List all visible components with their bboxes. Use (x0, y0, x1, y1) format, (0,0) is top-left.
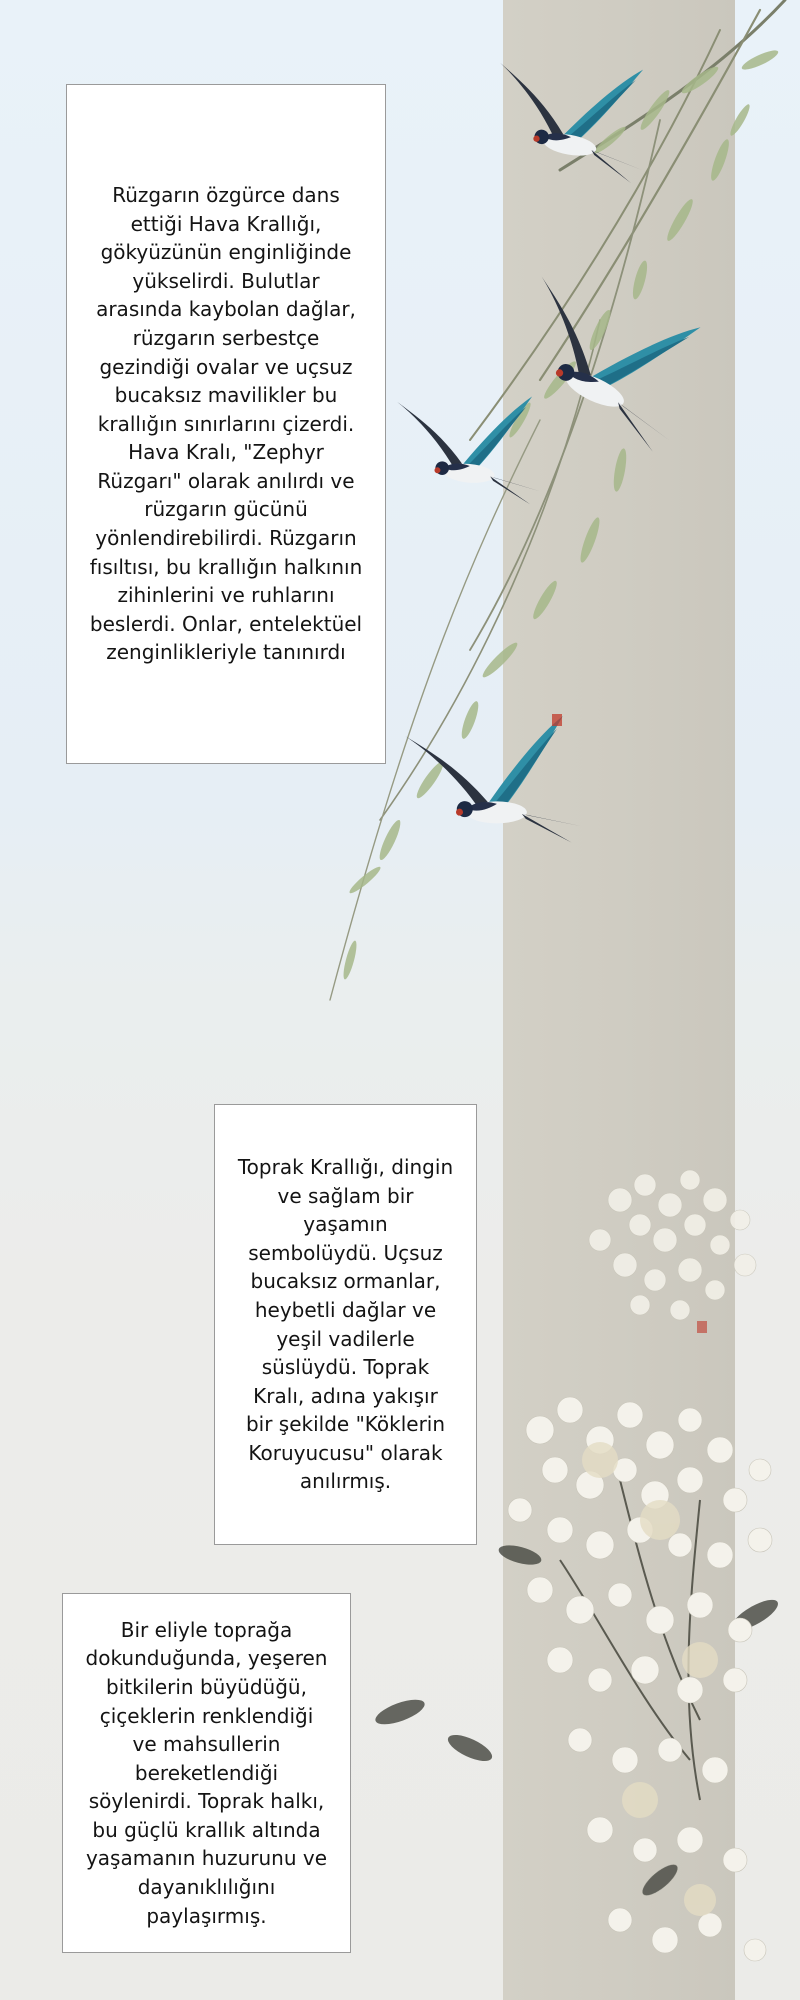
story-card-air-kingdom (66, 84, 386, 764)
story-paragraph: Bir eliyle toprağa dokunduğunda, yeşeren bitkilerin büyüdüğü, çiçeklerin renklendiği ve mahsullerin bereketlendiği söylenirdi. Toprak halkı, bu güçlü krallık altında yaşamanın huzurunu ve dayanıklılığını paylaşırmış. (85, 1617, 328, 1928)
hydrangea-flowers-upper (589, 1170, 756, 1320)
swallow-bird-2 (527, 277, 703, 455)
story-card-earth-kingdom (214, 1104, 477, 1545)
swallow-bird-4 (405, 683, 604, 884)
willow-leaves (341, 47, 780, 980)
story-card-earth-king-power (62, 1593, 351, 1953)
hydrangea-leaves (372, 1542, 782, 1901)
story-paragraph: Toprak Krallığı, dingin ve sağlam bir yaşamın sembolüydü. Uçsuz bucaksız ormanlar, heybetli dağlar ve yeşil vadilerle süslüydü. Toprak Kralı, adına yakışır bir şekilde "Köklerin Koruyucusu" olarak anılırmış. (237, 1154, 454, 1494)
swallow-bird-3 (397, 368, 559, 531)
seal-stamp (552, 714, 562, 726)
hydrangea-flowers-lower (508, 1397, 772, 1961)
story-paragraph: Rüzgarın özgürce dans ettiği Hava Krallığı, gökyüzünün enginliğinde yükselirdi. Bulutlar arasında kaybolan dağlar, rüzgarın serbestçe gezindiği ovalar ve uçsuz bucaksız mavilikler bu krallığın sınırlarını çizerdi. Hava Kralı, "Zephyr Rüzgarı" olarak anılırdı ve rüzgarın gücünü yönlendirebilirdi. Rüzgarın fısıltısı, bu krallığın halkının zihinlerini ve ruhlarını beslerdi. Onlar, entelektüel zenginlikleriyle tanınırdı (89, 182, 363, 665)
seal-stamp (697, 1321, 707, 1333)
